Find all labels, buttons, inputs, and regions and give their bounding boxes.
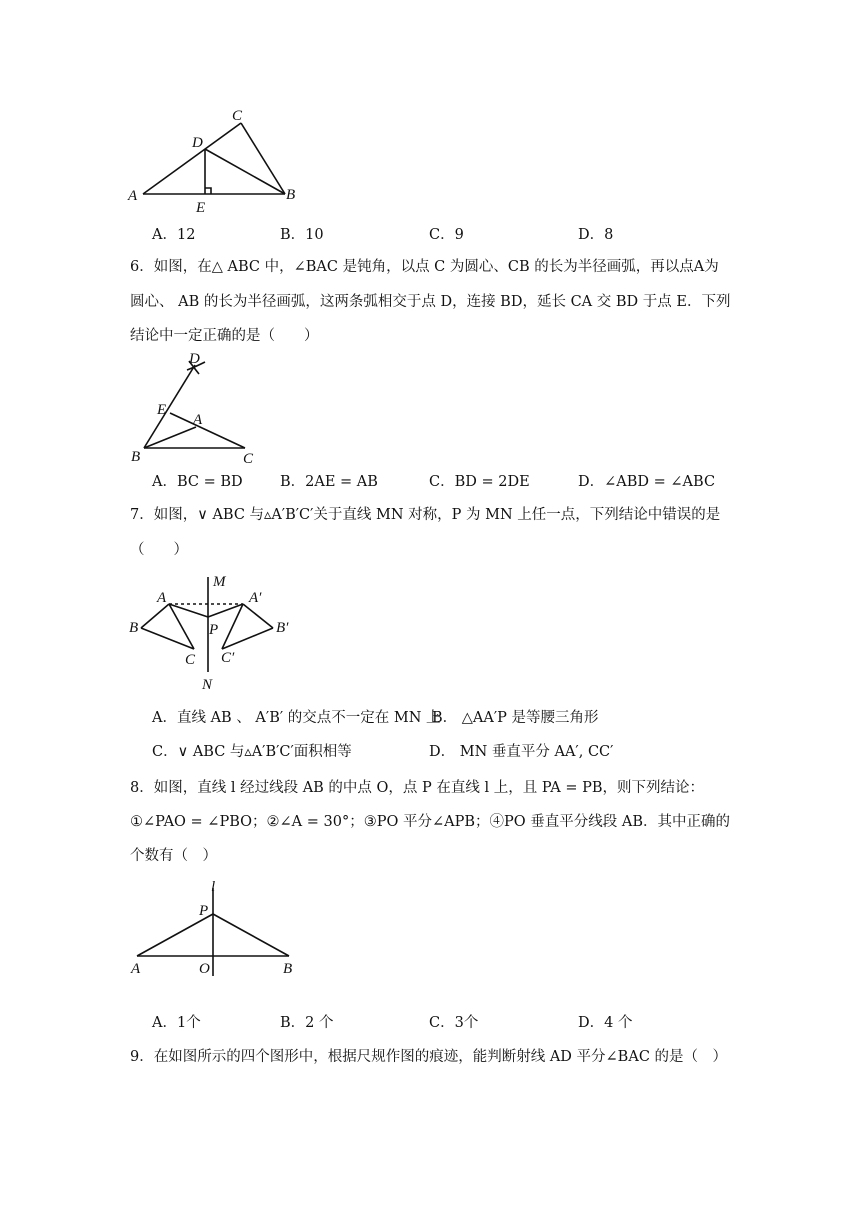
q6-figure: [125, 348, 275, 468]
q7-label-n: N: [202, 677, 213, 693]
q6-question-line-1: 6．如图，在△ ABC 中，∠BAC 是钝角，以点 C 为圆心、CB 的长为半径画弧，再以点A为: [130, 259, 719, 275]
q7-label-a: A: [157, 590, 167, 606]
q7-option-d: D． MN 垂直平分 AA′, CC′: [429, 744, 614, 760]
q6-label-e: E: [157, 402, 167, 418]
q7-figure: [125, 572, 305, 694]
q6-option-b: B．2AE = AB: [280, 474, 378, 490]
q5-label-b: B: [286, 187, 296, 203]
q7-option-b: B． △AA′P 是等腰三角形: [432, 710, 599, 726]
q8-option-a: A．1个: [152, 1015, 201, 1031]
q7-label-b-prime: B′: [276, 620, 289, 636]
q5-option-d: D．8: [578, 227, 614, 243]
q7-label-m: M: [213, 574, 226, 590]
q6-question-line-3: 结论中一定正确的是（ ）: [130, 328, 319, 344]
q6-option-a: A．BC = BD: [152, 474, 243, 490]
q8-figure: [125, 876, 305, 976]
q7-label-b: B: [129, 620, 139, 636]
q8-question-line-3: 个数有（ ）: [130, 848, 217, 864]
q6-label-b: B: [131, 449, 141, 465]
q8-question-line-2: ①∠PAO = ∠PBO；②∠A = 30°；③PO 平分∠APB；④PO 垂直平分线段 AB．其中正确的: [130, 814, 730, 830]
q6-option-d: D．∠ABD = ∠ABC: [578, 474, 716, 490]
q5-figure: [120, 100, 310, 215]
q6-label-c: C: [243, 451, 254, 467]
q8-question-line-1: 8．如图，直线 l 经过线段 AB 的中点 O，点 P 在直线 l 上，且 PA = PB，则下列结论：: [130, 780, 705, 796]
q6-question-line-2: 圆心、 AB 的长为半径画弧，这两条弧相交于点 D，连接 BD，延长 CA 交 BD 于点 E．下列: [130, 294, 731, 310]
q7-label-p: P: [209, 622, 219, 638]
q8-label-p: P: [199, 903, 209, 919]
q6-label-d: D: [189, 351, 200, 367]
q8-option-c: C．3个: [429, 1015, 479, 1031]
q5-option-c: C．9: [429, 227, 464, 243]
q8-label-o: O: [199, 961, 210, 977]
q7-option-c: C．∨ ABC 与▵A′B′C′面积相等: [152, 744, 352, 760]
q8-label-a: A: [131, 961, 141, 977]
q7-label-c: C: [185, 652, 196, 668]
q7-question-line-1: 7．如图，∨ ABC 与▵A′B′C′关于直线 MN 对称，P 为 MN 上任一点，下列结论中错误的是: [130, 507, 721, 523]
q8-label-b: B: [283, 961, 293, 977]
q6-label-a: A: [193, 412, 203, 428]
q5-label-e: E: [196, 200, 206, 216]
q7-label-a-prime: A′: [249, 590, 262, 606]
q7-label-c-prime: C′: [221, 650, 235, 666]
q5-option-a: A．12: [152, 227, 196, 243]
q5-option-b: B．10: [280, 227, 324, 243]
q5-label-a: A: [128, 188, 138, 204]
q8-option-d: D．4 个: [578, 1015, 633, 1031]
q5-label-c: C: [232, 108, 243, 124]
q7-option-a: A．直线 AB 、 A′B′ 的交点不一定在 MN 上: [152, 710, 441, 726]
q7-question-line-2: （ ）: [130, 542, 188, 558]
q6-option-c: C．BD = 2DE: [429, 474, 530, 490]
q8-label-l: l: [211, 879, 216, 895]
q9-question-line-1: 9．在如图所示的四个图形中，根据尺规作图的痕迹，能判断射线 AD 平分∠BAC 的是（ ）: [130, 1049, 728, 1065]
q8-option-b: B．2 个: [280, 1015, 334, 1031]
q5-label-d: D: [192, 135, 203, 151]
